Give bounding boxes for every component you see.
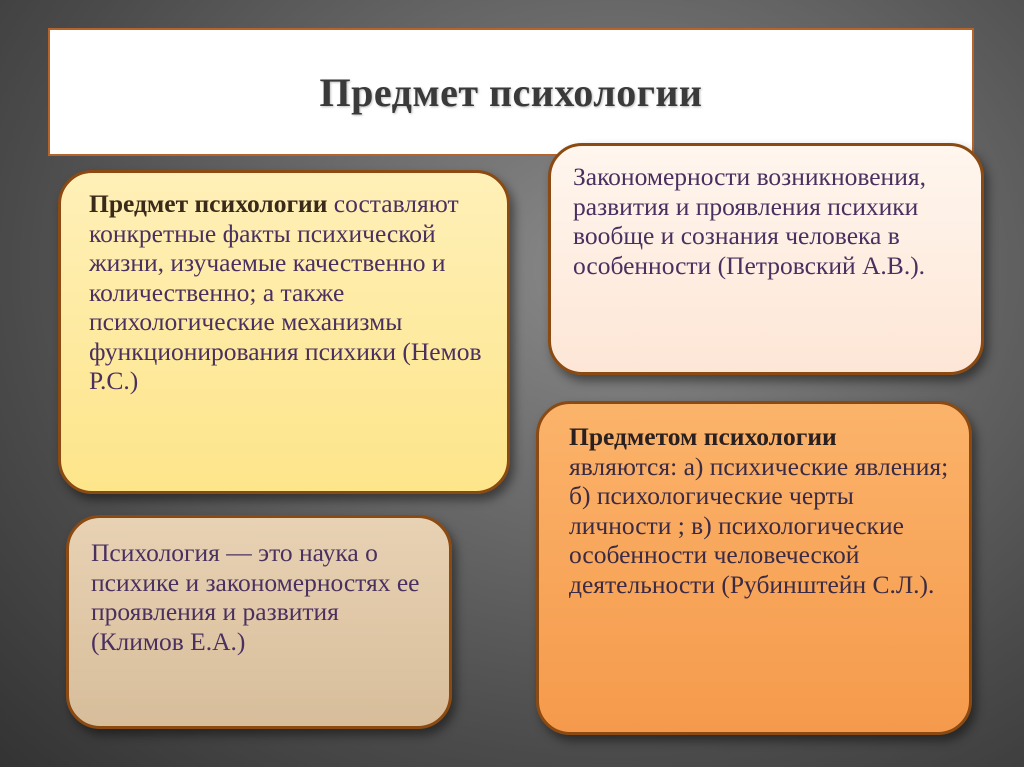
card-klimov-text: Психология — это наука о психике и закономерностях ее проявления и развития (Климов Е.А.) xyxy=(91,538,420,656)
card-rubinstein-heading: Предметом психологии xyxy=(569,422,837,451)
card-nemov-text: составляют конкретные факты психической жизни, изучаемые качественно и количественно; а также психологические механизмы функционирования психики (Немов Р.С.) xyxy=(89,189,482,395)
card-petrovsky-text: Закономерности возникновения, развития и проявления психики вообще и сознания человека в особенности (Петровский А.В.). xyxy=(573,162,926,280)
card-rubinstein-text: являются: а) психические явления; б) психологические черты личности ; в) психологические особенности человеческой деятельности (Рубинштейн С.Л.). xyxy=(569,451,949,599)
card-klimov xyxy=(66,515,452,729)
card-nemov-heading: Предмет психологии xyxy=(89,189,328,218)
card-rubinstein xyxy=(536,401,972,735)
title-box xyxy=(48,28,974,156)
card-nemov xyxy=(58,170,510,494)
slide-title: Предмет психологии xyxy=(319,69,703,115)
card-petrovsky xyxy=(548,143,984,375)
